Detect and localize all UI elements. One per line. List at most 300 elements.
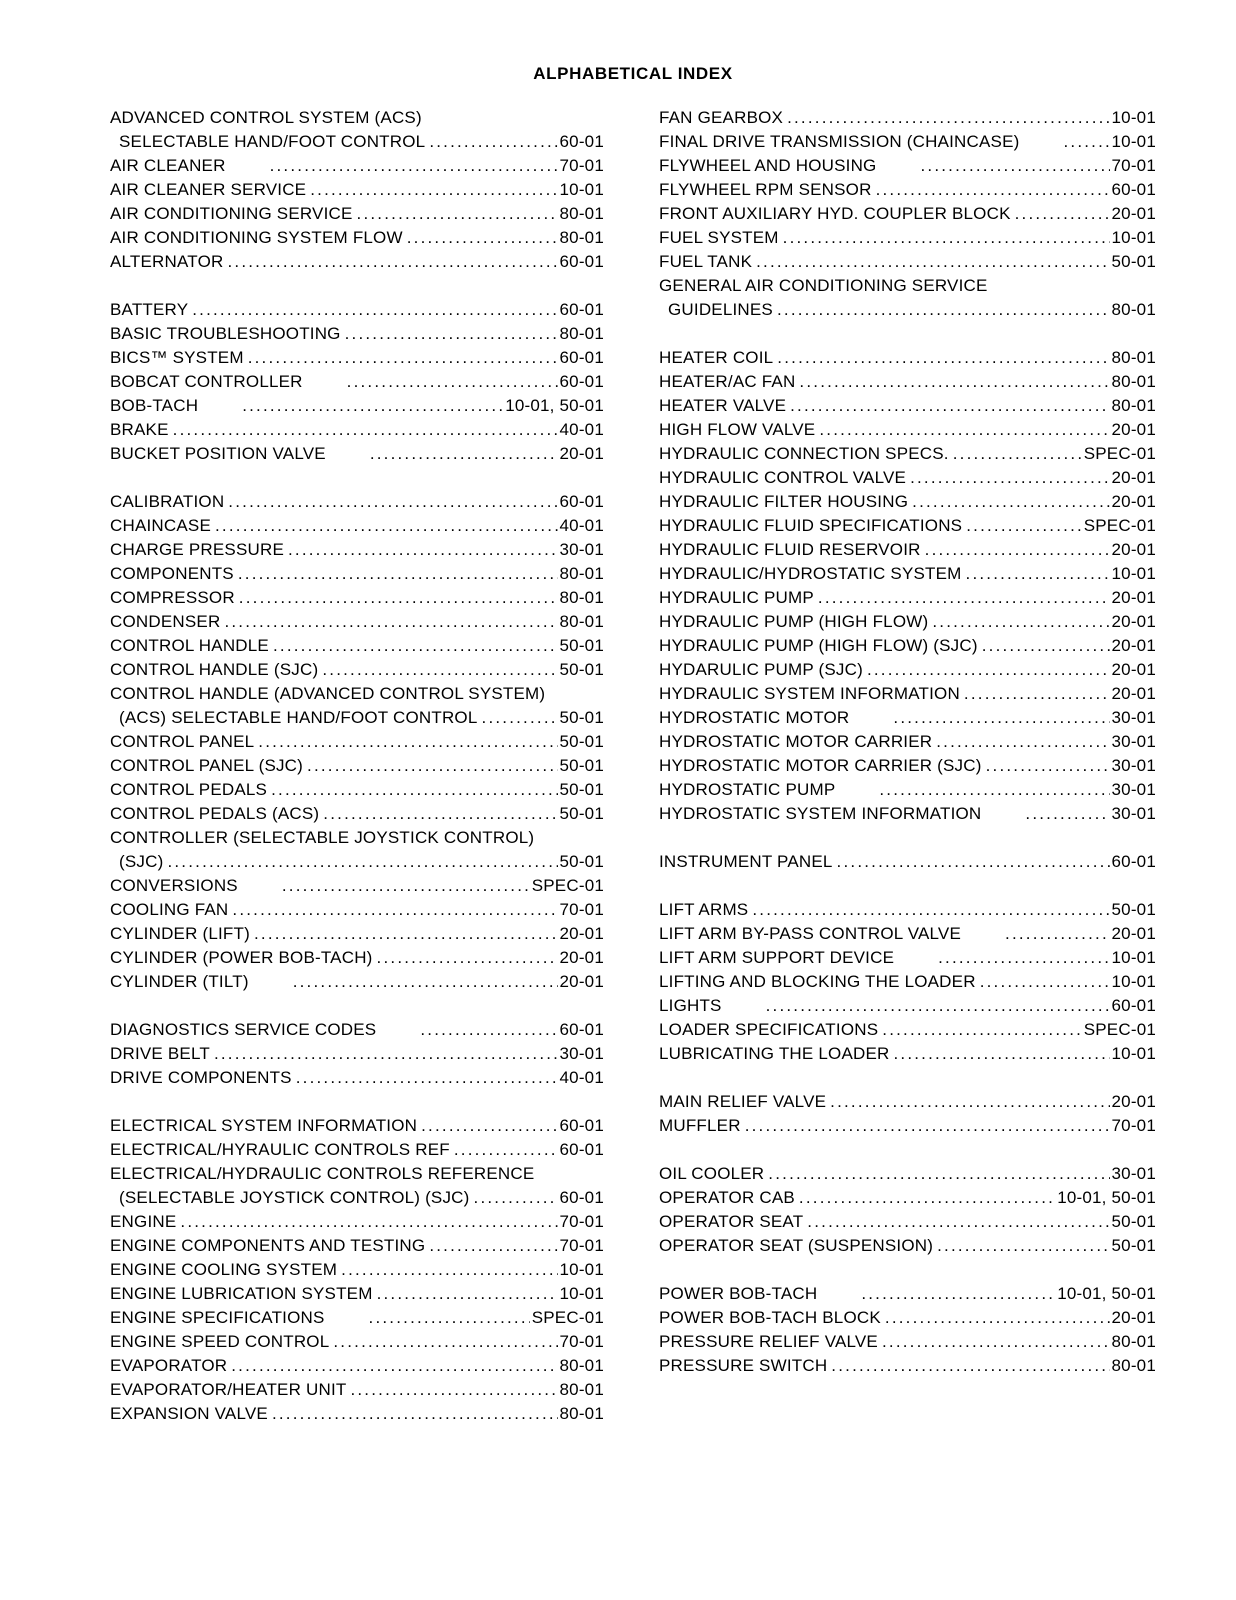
entry-label: EVAPORATOR <box>110 1356 228 1375</box>
index-entry-row <box>659 1018 1156 1042</box>
entry-label-continued: (ACS) SELECTABLE HAND/FOOT CONTROL <box>119 708 478 727</box>
index-entry-row <box>659 586 1156 610</box>
entry-page: 50-01 <box>559 780 604 799</box>
index-entry-row <box>110 418 604 442</box>
index-entry <box>659 1354 1156 1378</box>
dot-leader <box>916 154 1109 178</box>
entry-page: 80-01 <box>559 1404 604 1423</box>
index-entry-row <box>110 1138 604 1162</box>
entry-page: 10-01 <box>559 1260 604 1279</box>
dot-leader <box>346 1378 557 1402</box>
entry-label: CONTROLLER (SELECTABLE JOYSTICK CONTROL) <box>110 828 535 847</box>
index-group <box>659 850 1156 874</box>
index-entry-row <box>110 946 604 970</box>
dot-leader <box>289 970 558 994</box>
dot-leader <box>417 1114 557 1138</box>
tab-gap <box>894 946 934 970</box>
entry-page: 60-01 <box>559 1116 604 1135</box>
entry-page: 20-01 <box>559 444 604 463</box>
entry-page: 50-01 <box>1111 900 1156 919</box>
entry-label: CONVERSIONS <box>110 876 238 895</box>
index-entry <box>110 346 604 370</box>
entry-label: POWER BOB-TACH BLOCK <box>659 1308 881 1327</box>
index-entry-row <box>110 730 604 754</box>
index-entry-row <box>659 562 1156 586</box>
entry-label: CHAINCASE <box>110 516 211 535</box>
dot-leader <box>211 514 558 538</box>
entry-label: CONTROL PANEL (SJC) <box>110 756 304 775</box>
entry-label: HYDROSTATIC MOTOR CARRIER (SJC) <box>659 756 982 775</box>
dot-leader <box>933 1234 1109 1258</box>
index-column-left <box>110 106 604 1426</box>
entry-page: 10-01 <box>559 180 604 199</box>
dot-leader <box>889 1042 1109 1066</box>
entry-label: BRAKE <box>110 420 169 439</box>
entry-label: PRESSURE RELIEF VALVE <box>659 1332 878 1351</box>
entry-page: 20-01 <box>1111 540 1156 559</box>
index-entry <box>110 730 604 754</box>
dot-leader <box>470 1186 558 1210</box>
index-entry <box>110 1354 604 1378</box>
dot-leader <box>833 850 1110 874</box>
index-entry <box>110 898 604 922</box>
dot-leader <box>934 946 1109 970</box>
dot-leader <box>962 562 1110 586</box>
entry-page: 60-01 <box>559 492 604 511</box>
index-entry <box>659 1234 1156 1258</box>
dot-leader <box>266 154 558 178</box>
entry-page: 80-01 <box>559 1356 604 1375</box>
entry-page: 20-01 <box>1111 924 1156 943</box>
dot-leader <box>748 898 1109 922</box>
tab-gap <box>722 994 762 1018</box>
tab-gap <box>303 370 343 394</box>
entry-label: CHARGE PRESSURE <box>110 540 284 559</box>
index-entry <box>110 1378 604 1402</box>
entry-page: 50-01 <box>559 660 604 679</box>
index-entry <box>110 970 604 994</box>
entry-page: SPEC-01 <box>531 1308 604 1327</box>
dot-leader <box>815 418 1109 442</box>
entry-label: MUFFLER <box>659 1116 741 1135</box>
index-entry <box>659 514 1156 538</box>
entry-page: 10-01 <box>1111 972 1156 991</box>
index-entry <box>110 154 604 178</box>
entry-label: LUBRICATING THE LOADER <box>659 1044 890 1063</box>
dot-leader <box>163 850 557 874</box>
index-entry-row <box>110 1282 604 1306</box>
entry-label: EVAPORATOR/HEATER UNIT <box>110 1380 347 1399</box>
index-entry-row <box>110 130 604 154</box>
index-entry <box>659 1282 1156 1306</box>
entry-label: FAN GEARBOX <box>659 108 784 127</box>
entry-label: HYDRAULIC FLUID RESERVOIR <box>659 540 921 559</box>
dot-leader <box>827 1354 1109 1378</box>
entry-page: SPEC-01 <box>531 876 604 895</box>
index-entry-row <box>659 1234 1156 1258</box>
dot-leader <box>341 322 558 346</box>
index-entry <box>110 418 604 442</box>
index-entry <box>659 1330 1156 1354</box>
index-entry <box>110 514 604 538</box>
index-group <box>110 298 604 466</box>
entry-page: 80-01 <box>559 228 604 247</box>
dot-leader <box>773 346 1109 370</box>
entry-page: 20-01 <box>1111 660 1156 679</box>
index-entry-row <box>110 1258 604 1282</box>
entry-label: FRONT AUXILIARY HYD. COUPLER BLOCK <box>659 204 1011 223</box>
tab-gap <box>961 922 1001 946</box>
index-entry-row <box>659 466 1156 490</box>
entry-label: CONDENSER <box>110 612 221 631</box>
entry-label: HEATER VALVE <box>659 396 787 415</box>
index-entry-row <box>659 1330 1156 1354</box>
entry-label: OPERATOR SEAT <box>659 1212 804 1231</box>
index-entry-row <box>110 1066 604 1090</box>
entry-page: 70-01 <box>559 900 604 919</box>
dot-leader <box>403 226 558 250</box>
entry-page: 80-01 <box>1111 372 1156 391</box>
index-group <box>659 898 1156 1066</box>
dot-leader <box>908 490 1109 514</box>
index-entry-row <box>659 1354 1156 1378</box>
entry-page: 60-01 <box>1111 996 1156 1015</box>
index-entry-row <box>659 250 1156 274</box>
index-entry-row <box>659 1042 1156 1066</box>
dot-leader <box>220 610 557 634</box>
entry-label: FLYWHEEL AND HOUSING <box>659 156 877 175</box>
entry-label: OIL COOLER <box>659 1164 765 1183</box>
entry-label: BOB-TACH <box>110 396 199 415</box>
index-entry-line1 <box>110 106 604 130</box>
dot-leader <box>228 898 557 922</box>
index-entry <box>659 418 1156 442</box>
index-entry <box>110 1114 604 1138</box>
entry-label: ENGINE COOLING SYSTEM <box>110 1260 338 1279</box>
index-entry <box>659 226 1156 250</box>
entry-page: SPEC-01 <box>1083 444 1156 463</box>
index-entry <box>110 778 604 802</box>
entry-label: BUCKET POSITION VALVE <box>110 444 326 463</box>
entry-page: 50-01 <box>559 708 604 727</box>
index-group <box>110 1114 604 1426</box>
index-entry <box>110 922 604 946</box>
dot-leader <box>814 586 1110 610</box>
index-entry <box>659 802 1156 826</box>
index-entry-row <box>110 442 604 466</box>
index-entry <box>110 1210 604 1234</box>
index-entry-row <box>659 898 1156 922</box>
index-entry-row <box>659 298 1156 322</box>
index-entry <box>659 898 1156 922</box>
index-entry-row <box>110 802 604 826</box>
index-entry <box>110 826 604 874</box>
entry-page: 50-01 <box>1111 1236 1156 1255</box>
entry-label: ENGINE COMPONENTS AND TESTING <box>110 1236 426 1255</box>
dot-leader <box>284 538 558 562</box>
entry-page: 60-01 <box>559 1188 604 1207</box>
entry-page: 10-01 <box>1111 132 1156 151</box>
entry-page: 30-01 <box>1111 780 1156 799</box>
index-entry-row <box>659 154 1156 178</box>
index-entry-row <box>110 562 604 586</box>
index-entry <box>110 658 604 682</box>
entry-page: 70-01 <box>1111 1116 1156 1135</box>
entry-label: EXPANSION VALVE <box>110 1404 268 1423</box>
entry-label: OPERATOR SEAT (SUSPENSION) <box>659 1236 934 1255</box>
index-entry-row <box>659 802 1156 826</box>
dot-leader <box>319 802 557 826</box>
dot-leader <box>878 1018 1081 1042</box>
dot-leader <box>762 994 1110 1018</box>
index-entry-row <box>110 154 604 178</box>
index-entry <box>659 1186 1156 1210</box>
index-entry <box>659 1114 1156 1138</box>
index-entry <box>659 1018 1156 1042</box>
dot-leader <box>416 1018 557 1042</box>
index-entry-row <box>110 394 604 418</box>
index-entry <box>659 1042 1156 1066</box>
dot-leader <box>169 418 558 442</box>
page-title: ALPHABETICAL INDEX <box>533 64 733 83</box>
index-entry <box>110 946 604 970</box>
dot-leader <box>303 754 557 778</box>
entry-page: 20-01 <box>1111 492 1156 511</box>
tab-gap <box>876 154 916 178</box>
entry-label: MAIN RELIEF VALVE <box>659 1092 827 1111</box>
entry-label: CONTROL PEDALS <box>110 780 268 799</box>
entry-label: GENERAL AIR CONDITIONING SERVICE <box>659 276 988 295</box>
dot-leader <box>292 1066 558 1090</box>
entry-page: 50-01 <box>559 732 604 751</box>
entry-page: 60-01 <box>559 252 604 271</box>
dot-leader <box>425 130 557 154</box>
index-entry <box>110 1258 604 1282</box>
entry-label: ENGINE SPECIFICATIONS <box>110 1308 325 1327</box>
index-entry <box>659 490 1156 514</box>
index-entry-row <box>659 106 1156 130</box>
tab-gap <box>249 970 289 994</box>
dot-leader <box>881 1306 1110 1330</box>
entry-page: 70-01 <box>559 1212 604 1231</box>
entry-label: HYDRAULIC SYSTEM INFORMATION <box>659 684 960 703</box>
entry-label-continued: SELECTABLE HAND/FOOT CONTROL <box>119 132 426 151</box>
entry-page: 70-01 <box>559 1332 604 1351</box>
index-entry <box>110 634 604 658</box>
entry-page: 80-01 <box>559 1380 604 1399</box>
index-group <box>659 1162 1156 1258</box>
index-column-right <box>659 106 1156 1426</box>
entry-label: BICS™ SYSTEM <box>110 348 244 367</box>
entry-label: AIR CLEANER SERVICE <box>110 180 307 199</box>
dot-leader <box>872 178 1110 202</box>
entry-label-continued: (SELECTABLE JOYSTICK CONTROL) (SJC) <box>119 1188 470 1207</box>
entry-page: 70-01 <box>1111 156 1156 175</box>
index-entry <box>659 202 1156 226</box>
index-entry <box>659 658 1156 682</box>
dot-leader <box>906 466 1109 490</box>
dot-leader <box>803 1210 1109 1234</box>
entry-label: ELECTRICAL SYSTEM INFORMATION <box>110 1116 418 1135</box>
entry-page: 80-01 <box>1111 1356 1156 1375</box>
entry-label: CALIBRATION <box>110 492 225 511</box>
index-entry <box>659 1306 1156 1330</box>
index-group <box>659 106 1156 322</box>
entry-page: 80-01 <box>1111 1332 1156 1351</box>
index-entry-row <box>110 1234 604 1258</box>
index-entry-row <box>110 514 604 538</box>
index-entry-row <box>659 850 1156 874</box>
dot-leader <box>962 514 1082 538</box>
index-entry <box>110 1234 604 1258</box>
index-entry-row <box>110 1354 604 1378</box>
index-entry <box>659 370 1156 394</box>
index-entry-row <box>110 322 604 346</box>
entry-label: HYDRAULIC PUMP (HIGH FLOW) (SJC) <box>659 636 978 655</box>
index-entry <box>659 610 1156 634</box>
index-entry <box>659 130 1156 154</box>
entry-page: 60-01 <box>559 348 604 367</box>
index-entry <box>110 1042 604 1066</box>
entry-label: LIFT ARM BY-PASS CONTROL VALVE <box>659 924 962 943</box>
entry-label: AIR CONDITIONING SERVICE <box>110 204 353 223</box>
index-entry-line1 <box>659 274 1156 298</box>
entry-label: HYDRAULIC CONNECTION SPECS. <box>659 444 949 463</box>
index-entry-row <box>659 730 1156 754</box>
index-entry-row <box>110 874 604 898</box>
entry-label: HEATER/AC FAN <box>659 372 796 391</box>
entry-page: 10-01 <box>559 1284 604 1303</box>
entry-page: 20-01 <box>1111 588 1156 607</box>
index-entry-line1 <box>110 1162 604 1186</box>
entry-label: HYDRAULIC CONTROL VALVE <box>659 468 907 487</box>
index-entry <box>659 346 1156 370</box>
index-entry <box>659 394 1156 418</box>
entry-page: 60-01 <box>1111 180 1156 199</box>
dot-leader <box>857 1282 1055 1306</box>
entry-page: 10-01 <box>1111 1044 1156 1063</box>
index-entry <box>659 1210 1156 1234</box>
dot-leader <box>752 250 1109 274</box>
entry-label: CONTROL HANDLE (ADVANCED CONTROL SYSTEM) <box>110 684 546 703</box>
entry-page: SPEC-01 <box>1083 1020 1156 1039</box>
index-entry <box>110 1162 604 1210</box>
dot-leader <box>978 634 1110 658</box>
index-entry <box>659 178 1156 202</box>
index-entry <box>110 1066 604 1090</box>
index-entry <box>659 154 1156 178</box>
dot-leader <box>786 394 1109 418</box>
entry-page: 40-01 <box>559 1068 604 1087</box>
entry-page: 80-01 <box>1111 348 1156 367</box>
dot-leader <box>863 658 1110 682</box>
entry-page: 60-01 <box>559 300 604 319</box>
entry-label: BATTERY <box>110 300 189 319</box>
entry-page: 30-01 <box>1111 732 1156 751</box>
dot-leader <box>366 442 558 466</box>
index-entry-row <box>110 1042 604 1066</box>
entry-page: 10-01, 50-01 <box>1057 1188 1156 1207</box>
entry-label: FLYWHEEL RPM SENSOR <box>659 180 872 199</box>
index-entry <box>110 490 604 514</box>
entry-label: HYDRAULIC FILTER HOUSING <box>659 492 909 511</box>
index-entry <box>110 202 604 226</box>
dot-leader <box>875 778 1109 802</box>
entry-label: HYDROSTATIC MOTOR <box>659 708 850 727</box>
entry-page: 60-01 <box>559 1140 604 1159</box>
index-entry-row <box>659 370 1156 394</box>
index-entry <box>659 754 1156 778</box>
dot-leader <box>949 442 1082 466</box>
index-entry <box>659 1162 1156 1186</box>
index-columns <box>110 106 1156 1426</box>
entry-label: LIFT ARM SUPPORT DEVICE <box>659 948 895 967</box>
entry-label: HIGH FLOW VALVE <box>659 420 816 439</box>
index-entry-row <box>659 610 1156 634</box>
tab-gap <box>1019 130 1059 154</box>
entry-label: HYDROSTATIC PUMP <box>659 780 836 799</box>
entry-label: CYLINDER (TILT) <box>110 972 249 991</box>
dot-leader <box>783 106 1109 130</box>
index-entry-row <box>110 634 604 658</box>
index-entry <box>110 610 604 634</box>
tab-gap <box>238 874 278 898</box>
entry-page: 20-01 <box>1111 684 1156 703</box>
dot-leader <box>878 1330 1110 1354</box>
entry-label: POWER BOB-TACH <box>659 1284 818 1303</box>
index-entry <box>110 1330 604 1354</box>
index-entry-row <box>659 514 1156 538</box>
index-entry <box>110 370 604 394</box>
index-entry-row <box>110 706 604 730</box>
index-entry <box>110 586 604 610</box>
entry-page: 70-01 <box>559 1236 604 1255</box>
index-entry-row <box>110 922 604 946</box>
entry-page: 50-01 <box>559 756 604 775</box>
index-entry-row <box>110 610 604 634</box>
index-entry-line1 <box>110 826 604 850</box>
entry-page: 80-01 <box>559 564 604 583</box>
dot-leader <box>238 394 503 418</box>
entry-label: HYDROSTATIC MOTOR CARRIER <box>659 732 933 751</box>
index-group <box>110 1018 604 1090</box>
entry-label: CONTROL PANEL <box>110 732 255 751</box>
entry-label: DRIVE COMPONENTS <box>110 1068 292 1087</box>
index-entry <box>659 946 1156 970</box>
index-group <box>659 1090 1156 1138</box>
index-entry <box>110 1282 604 1306</box>
entry-page: 80-01 <box>559 324 604 343</box>
index-entry-row <box>659 418 1156 442</box>
entry-label: CONTROL HANDLE (SJC) <box>110 660 319 679</box>
index-entry-row <box>659 754 1156 778</box>
tab-gap <box>835 778 875 802</box>
dot-leader <box>425 1234 557 1258</box>
index-entry <box>110 562 604 586</box>
index-entry-row <box>110 586 604 610</box>
index-entry <box>659 778 1156 802</box>
entry-page: 10-01 <box>1111 228 1156 247</box>
dot-leader <box>960 682 1110 706</box>
dot-leader <box>795 370 1109 394</box>
entry-label: FUEL SYSTEM <box>659 228 779 247</box>
entry-page: 40-01 <box>559 516 604 535</box>
index-entry <box>110 874 604 898</box>
entry-label: DRIVE BELT <box>110 1044 210 1063</box>
entry-label: HYDARULIC PUMP (SJC) <box>659 660 863 679</box>
index-group <box>659 346 1156 826</box>
index-entry <box>110 106 604 154</box>
